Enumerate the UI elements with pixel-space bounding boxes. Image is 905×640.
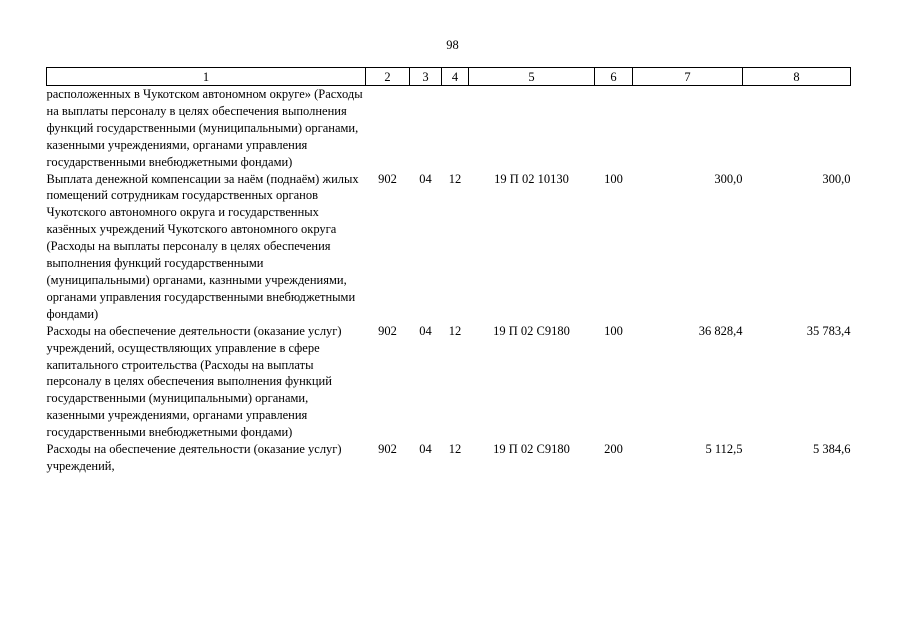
cell-amount-year2	[743, 86, 851, 171]
cell-amount-year2: 35 783,4	[806, 323, 851, 338]
column-header-2: 2	[366, 68, 410, 86]
column-header-4: 4	[442, 68, 469, 86]
cell-section	[410, 86, 442, 171]
cell-section: 04	[419, 171, 432, 186]
column-header-1: 1	[47, 68, 366, 86]
row-description: расположенных в Чукотском автономном округе» (Расходы на выплаты персоналу в целях обеспечения выполнения функций государственными (муниципальными) органами, казенными учреждениями, органами управления государственными внебюджетными фондами)	[46, 87, 363, 169]
cell-expense-type	[595, 86, 633, 171]
cell-amount-year1: 5 112,5	[705, 442, 743, 457]
cell-subsection	[442, 86, 469, 171]
cell-ministry-code: 902	[378, 323, 397, 338]
cell-ministry-code: 902	[378, 171, 397, 186]
row-description: Расходы на обеспечение деятельности (оказание услуг) учреждений,	[46, 442, 342, 473]
row-description: Расходы на обеспечение деятельности (оказание услуг) учреждений, осуществляющих управление в сфере капитального строительства (Расходы на выплаты персоналу в целях обеспечения выполнения функций государственными (муниципальными) органами, казенными учреждениями, органами управления государственными внебюджетными фондами)	[46, 323, 342, 440]
column-header-5: 5	[469, 68, 595, 86]
cell-amount-year1	[633, 86, 743, 171]
cell-section: 04	[419, 442, 432, 457]
cell-target-article: 19 П 02 С9180	[493, 442, 570, 457]
cell-subsection: 12	[448, 171, 462, 186]
page-number: 98	[446, 38, 459, 52]
cell-amount-year1: 36 828,4	[698, 323, 743, 338]
column-header-7: 7	[633, 68, 743, 86]
cell-section: 04	[419, 323, 432, 338]
table-row	[47, 323, 851, 441]
table-row	[47, 171, 851, 323]
budget-table	[46, 67, 851, 475]
column-header-8: 8	[743, 68, 851, 86]
cell-expense-type: 200	[604, 442, 623, 457]
column-header-3: 3	[410, 68, 442, 86]
cell-subsection: 12	[448, 323, 462, 338]
cell-amount-year2: 300,0	[822, 171, 851, 186]
column-header-6: 6	[595, 68, 633, 86]
row-description: Выплата денежной компенсации за наём (поднаём) жилых помещений сотрудникам государственных органов Чукотского автономного округа и государственных казённых учреждений Чукотского автономного округа (Расходы на выплаты персоналу в целях обеспечения выполнения функций государственными (муниципальными) органами, казнными учреждениями, органами управления государственными внебюджетными фондами)	[46, 171, 359, 321]
cell-expense-type: 100	[604, 323, 623, 338]
cell-ministry-code: 902	[378, 442, 397, 457]
cell-target-article: 19 П 02 С9180	[493, 323, 570, 338]
cell-expense-type: 100	[604, 171, 623, 186]
cell-target-article: 19 П 02 10130	[494, 171, 569, 186]
cell-target-article	[469, 86, 595, 171]
cell-ministry-code	[366, 86, 410, 171]
cell-amount-year2: 5 384,6	[813, 442, 851, 457]
cell-amount-year1: 300,0	[714, 171, 743, 186]
table-row	[47, 441, 851, 475]
cell-subsection: 12	[448, 442, 462, 457]
table-header-row	[47, 68, 851, 86]
table-row	[47, 86, 851, 171]
